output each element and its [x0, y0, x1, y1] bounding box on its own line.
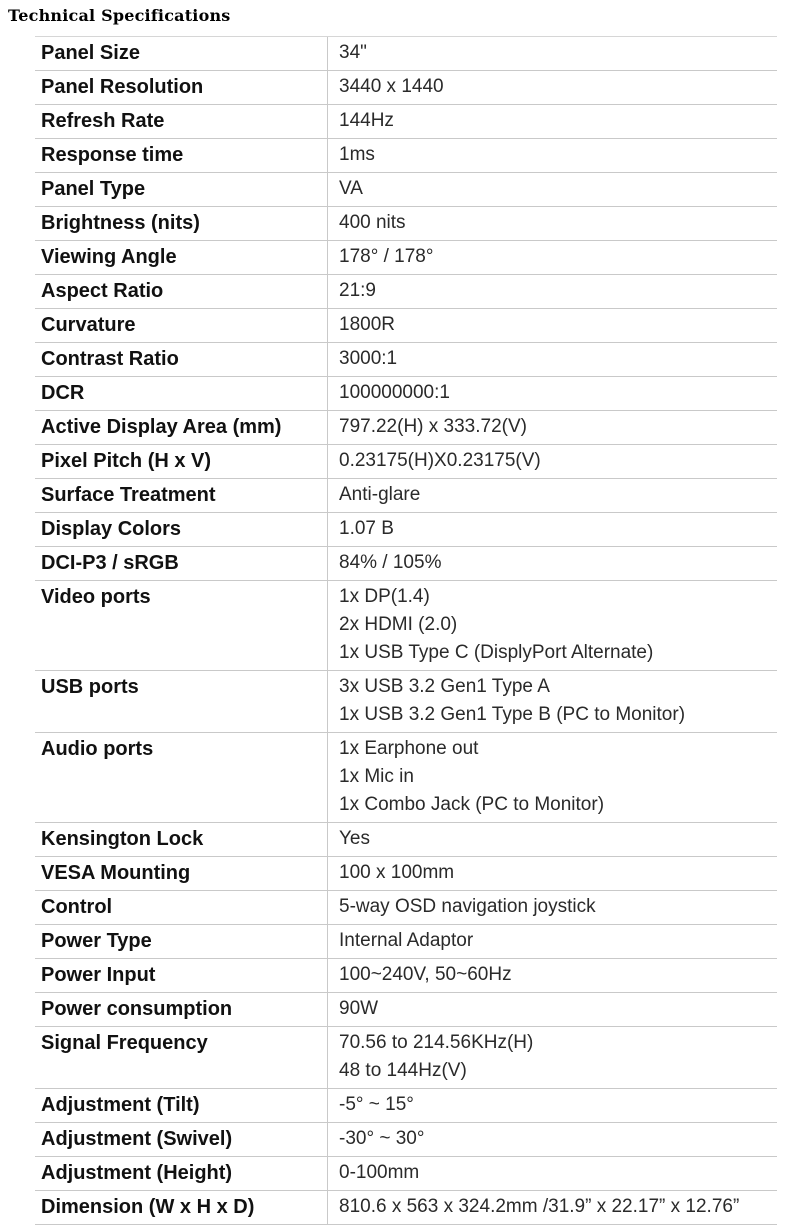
spec-value: Internal Adaptor [339, 930, 474, 951]
spec-value: 1x DP(1.4) [339, 586, 430, 607]
spec-value: 100~240V, 50~60Hz [339, 964, 512, 985]
spec-value: 1ms [339, 144, 375, 165]
spec-table [35, 36, 777, 1225]
spec-value-cell [328, 857, 777, 890]
spec-value: -5° ~ 15° [339, 1094, 414, 1115]
spec-label: VESA Mounting [35, 857, 328, 890]
spec-label: DCR [35, 377, 328, 410]
spec-row [35, 513, 777, 547]
spec-value-cell [328, 275, 777, 308]
spec-row [35, 479, 777, 513]
spec-value-cell [328, 993, 777, 1026]
spec-label: Refresh Rate [35, 105, 328, 138]
spec-value: 21:9 [339, 280, 376, 301]
spec-value-cell [328, 479, 777, 512]
spec-row [35, 733, 777, 823]
spec-row [35, 1157, 777, 1191]
spec-row [35, 105, 777, 139]
spec-label: Active Display Area (mm) [35, 411, 328, 444]
spec-label: Video ports [35, 581, 328, 670]
spec-value: 400 nits [339, 212, 406, 233]
spec-value-cell [328, 1123, 777, 1156]
spec-row [35, 1191, 777, 1225]
spec-row [35, 547, 777, 581]
spec-value: 90W [339, 998, 379, 1019]
spec-label: Surface Treatment [35, 479, 328, 512]
spec-value-cell [328, 925, 777, 958]
spec-value-cell [328, 891, 777, 924]
spec-value: 1x Earphone out [339, 738, 479, 759]
spec-value-cell [328, 733, 777, 822]
spec-label: Panel Resolution [35, 71, 328, 104]
spec-value-cell [328, 823, 777, 856]
spec-row [35, 139, 777, 173]
spec-value: 100 x 100mm [339, 862, 455, 883]
spec-label: Control [35, 891, 328, 924]
spec-label: Dimension (W x H x D) [35, 1191, 328, 1224]
spec-label: Pixel Pitch (H x V) [35, 445, 328, 478]
spec-value: 5-way OSD navigation joystick [339, 896, 596, 917]
spec-value-cell [328, 309, 777, 342]
spec-label: Curvature [35, 309, 328, 342]
spec-label: USB ports [35, 671, 328, 732]
spec-row [35, 377, 777, 411]
spec-label: Contrast Ratio [35, 343, 328, 376]
spec-row [35, 891, 777, 925]
spec-label: Adjustment (Height) [35, 1157, 328, 1190]
spec-row [35, 36, 777, 71]
spec-value: 84% / 105% [339, 552, 442, 573]
spec-label: Viewing Angle [35, 241, 328, 274]
spec-row [35, 1123, 777, 1157]
spec-value: 3x USB 3.2 Gen1 Type A [339, 676, 550, 697]
spec-label: Brightness (nits) [35, 207, 328, 240]
spec-value-cell [328, 411, 777, 444]
spec-value: 797.22(H) x 333.72(V) [339, 416, 527, 437]
spec-label: Signal Frequency [35, 1027, 328, 1088]
spec-label: Adjustment (Tilt) [35, 1089, 328, 1122]
spec-value-cell [328, 1157, 777, 1190]
spec-value: 0-100mm [339, 1162, 420, 1183]
spec-value-cell [328, 1191, 777, 1224]
spec-value: 48 to 144Hz(V) [339, 1060, 467, 1081]
spec-label: Display Colors [35, 513, 328, 546]
spec-row [35, 173, 777, 207]
spec-value: 100000000:1 [339, 382, 450, 403]
spec-value-cell [328, 139, 777, 172]
spec-value-cell [328, 1089, 777, 1122]
spec-value: 34" [339, 42, 367, 63]
spec-value: 0.23175(H)X0.23175(V) [339, 450, 541, 471]
spec-label: Audio ports [35, 733, 328, 822]
spec-value-cell [328, 343, 777, 376]
spec-value-cell [328, 377, 777, 410]
spec-value-cell [328, 105, 777, 138]
spec-label: Panel Size [35, 37, 328, 70]
spec-row [35, 959, 777, 993]
spec-value-cell [328, 207, 777, 240]
spec-row [35, 993, 777, 1027]
spec-label: DCI-P3 / sRGB [35, 547, 328, 580]
spec-value: 70.56 to 214.56KHz(H) [339, 1032, 534, 1053]
spec-value-cell [328, 173, 777, 206]
spec-value: -30° ~ 30° [339, 1128, 425, 1149]
spec-value-cell [328, 547, 777, 580]
spec-value: 144Hz [339, 110, 394, 131]
spec-row [35, 343, 777, 377]
spec-label: Kensington Lock [35, 823, 328, 856]
spec-value: Yes [339, 828, 370, 849]
spec-label: Aspect Ratio [35, 275, 328, 308]
spec-label: Power consumption [35, 993, 328, 1026]
spec-value: 1.07 B [339, 518, 394, 539]
spec-row [35, 823, 777, 857]
spec-value-cell [328, 581, 777, 670]
spec-row [35, 411, 777, 445]
spec-row [35, 1089, 777, 1123]
spec-value-cell [328, 1027, 777, 1088]
spec-value: 1x USB 3.2 Gen1 Type B (PC to Monitor) [339, 704, 686, 725]
spec-value-cell [328, 37, 777, 70]
spec-row [35, 857, 777, 891]
page-title: Technical Specifications [8, 6, 231, 25]
spec-row [35, 309, 777, 343]
spec-label: Response time [35, 139, 328, 172]
spec-label: Power Input [35, 959, 328, 992]
spec-value: 1x Combo Jack (PC to Monitor) [339, 794, 605, 815]
spec-value: 3440 x 1440 [339, 76, 444, 97]
spec-row [35, 275, 777, 309]
spec-value-cell [328, 959, 777, 992]
spec-label: Adjustment (Swivel) [35, 1123, 328, 1156]
spec-row [35, 207, 777, 241]
spec-row [35, 1027, 777, 1089]
spec-row [35, 925, 777, 959]
spec-row [35, 71, 777, 105]
spec-value-cell [328, 445, 777, 478]
spec-row [35, 671, 777, 733]
spec-label: Power Type [35, 925, 328, 958]
spec-value-cell [328, 671, 777, 732]
spec-row [35, 241, 777, 275]
spec-value-cell [328, 71, 777, 104]
spec-value-cell [328, 241, 777, 274]
spec-value: VA [339, 178, 363, 199]
spec-label: Panel Type [35, 173, 328, 206]
spec-value: 1800R [339, 314, 395, 335]
spec-value: 1x Mic in [339, 766, 414, 787]
spec-value-cell [328, 513, 777, 546]
spec-value: Anti-glare [339, 484, 421, 505]
spec-value: 2x HDMI (2.0) [339, 614, 458, 635]
spec-row [35, 581, 777, 671]
spec-value: 178° / 178° [339, 246, 434, 267]
spec-row [35, 445, 777, 479]
spec-value: 810.6 x 563 x 324.2mm /31.9” x 22.17” x 12.76” [339, 1196, 740, 1217]
spec-value: 3000:1 [339, 348, 398, 369]
spec-value: 1x USB Type C (DisplyPort Alternate) [339, 642, 654, 663]
